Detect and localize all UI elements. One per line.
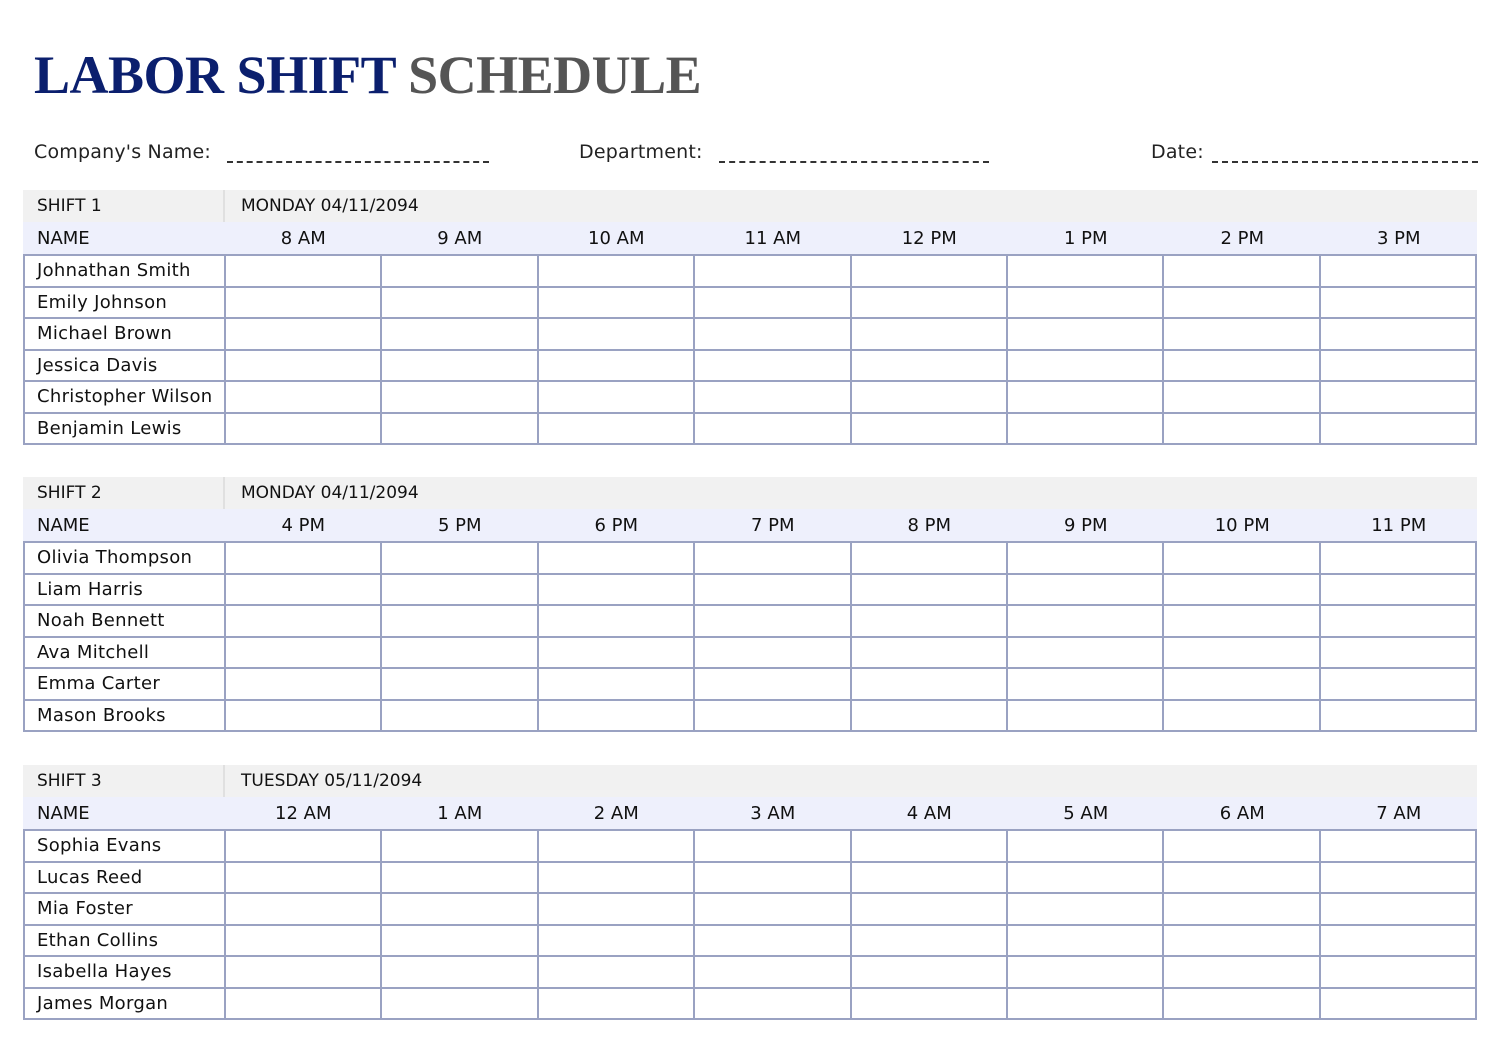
department-label: Department: [579,141,703,163]
schedule-cell[interactable] [1007,700,1163,732]
table-row [24,956,1476,988]
schedule-cell[interactable] [1007,255,1163,287]
schedule-cell[interactable] [694,381,850,413]
schedule-cell[interactable] [851,287,1007,319]
schedule-cell[interactable] [851,413,1007,445]
shift-band [23,765,1477,797]
table-row [24,381,1476,413]
schedule-cell[interactable] [851,700,1007,732]
hour-header: 8 PM [907,514,952,536]
schedule-cell[interactable] [225,988,381,1020]
schedule-cell[interactable] [1320,605,1476,637]
hour-header: 3 PM [1376,227,1421,249]
schedule-cell[interactable] [851,893,1007,925]
schedule-cell[interactable] [538,542,694,574]
schedule-cell[interactable] [1163,925,1319,957]
shift-1-section [23,190,1477,445]
schedule-cell[interactable] [851,255,1007,287]
schedule-cell[interactable] [381,350,537,382]
schedule-cell[interactable] [851,668,1007,700]
employee-name: James Morgan [24,988,225,1020]
schedule-cell[interactable] [381,574,537,606]
hours-header [23,222,1477,254]
schedule-cell[interactable] [225,700,381,732]
name-column-header: NAME [37,802,90,824]
shift-3-section [23,765,1477,1020]
schedule-cell[interactable] [1007,925,1163,957]
schedule-cell[interactable] [1320,542,1476,574]
schedule-cell[interactable] [381,862,537,894]
employee-name: Mia Foster [24,893,225,925]
schedule-cell[interactable] [538,925,694,957]
table-row [24,287,1476,319]
hour-header: 12 PM [901,227,957,249]
schedule-cell[interactable] [225,542,381,574]
schedule-cell[interactable] [538,255,694,287]
schedule-cell[interactable] [381,925,537,957]
employee-name: Liam Harris [24,574,225,606]
schedule-cell[interactable] [1007,637,1163,669]
schedule-cell[interactable] [538,668,694,700]
schedule-cell[interactable] [694,700,850,732]
schedule-cell[interactable] [1163,413,1319,445]
schedule-cell[interactable] [694,893,850,925]
hour-header: 4 PM [281,514,326,536]
schedule-cell[interactable] [851,862,1007,894]
schedule-cell[interactable] [381,637,537,669]
schedule-cell[interactable] [225,287,381,319]
schedule-cell[interactable] [851,637,1007,669]
schedule-cell[interactable] [1163,893,1319,925]
schedule-cell[interactable] [225,830,381,862]
schedule-cell[interactable] [1320,862,1476,894]
schedule-cell[interactable] [381,413,537,445]
hour-header: 1 AM [437,802,483,824]
title-primary: LABOR SHIFT [34,45,396,105]
company-name-field [34,133,489,163]
employee-name: Sophia Evans [24,830,225,862]
table-row [24,893,1476,925]
schedule-cell[interactable] [225,381,381,413]
schedule-cell[interactable] [1007,574,1163,606]
schedule-cell[interactable] [694,830,850,862]
table-row [24,988,1476,1020]
schedule-cell[interactable] [1007,350,1163,382]
title-secondary: SCHEDULE [408,45,702,105]
table-row [24,350,1476,382]
hour-header: 11 PM [1371,514,1427,536]
schedule-cell[interactable] [1163,574,1319,606]
schedule-cell[interactable] [1320,668,1476,700]
schedule-cell[interactable] [225,956,381,988]
table-row [24,668,1476,700]
table-row [24,318,1476,350]
schedule-cell[interactable] [1163,381,1319,413]
hour-header: 10 AM [588,227,645,249]
schedule-cell[interactable] [225,925,381,957]
schedule-cell[interactable] [694,542,850,574]
schedule-cell[interactable] [381,893,537,925]
schedule-cell[interactable] [1007,381,1163,413]
employee-name: Ava Mitchell [24,637,225,669]
schedule-cell[interactable] [1007,605,1163,637]
schedule-cell[interactable] [851,318,1007,350]
schedule-cell[interactable] [381,605,537,637]
employee-name: Olivia Thompson [24,542,225,574]
schedule-cell[interactable] [538,574,694,606]
table-row [24,830,1476,862]
hour-header: 3 AM [750,802,796,824]
hour-header: 9 PM [1063,514,1108,536]
schedule-cell[interactable] [1320,287,1476,319]
schedule-cell[interactable] [1320,925,1476,957]
table-row [24,255,1476,287]
schedule-cell[interactable] [851,350,1007,382]
schedule-cell[interactable] [381,668,537,700]
schedule-cell[interactable] [851,574,1007,606]
schedule-cell[interactable] [225,862,381,894]
hour-header: 7 AM [1376,802,1422,824]
date-label: Date: [1151,141,1204,163]
hours-header [23,509,1477,541]
employee-name: Jessica Davis [24,350,225,382]
schedule-cell[interactable] [1163,287,1319,319]
table-row [24,700,1476,732]
schedule-cell[interactable] [694,350,850,382]
schedule-cell[interactable] [1320,893,1476,925]
schedule-cell[interactable] [538,381,694,413]
schedule-cell[interactable] [538,637,694,669]
hours-header [23,797,1477,829]
schedule-cell[interactable] [538,862,694,894]
schedule-cell[interactable] [538,830,694,862]
shift-date: TUESDAY 05/11/2094 [241,771,423,791]
shift-label: SHIFT 2 [23,477,225,509]
department-field [579,133,989,163]
schedule-cell[interactable] [381,381,537,413]
schedule-cell[interactable] [225,413,381,445]
schedule-cell[interactable] [225,350,381,382]
schedule-cell[interactable] [381,988,537,1020]
schedule-cell[interactable] [851,381,1007,413]
schedule-cell[interactable] [1163,956,1319,988]
schedule-cell[interactable] [694,668,850,700]
schedule-cell[interactable] [381,830,537,862]
hour-header: 11 AM [744,227,801,249]
schedule-cell[interactable] [1163,988,1319,1020]
schedule-cell[interactable] [538,700,694,732]
date-field [1151,133,1478,163]
table-row [24,925,1476,957]
schedule-cell[interactable] [1320,830,1476,862]
schedule-grid [23,829,1477,1020]
schedule-cell[interactable] [1320,574,1476,606]
schedule-cell[interactable] [1320,350,1476,382]
hour-header: 5 AM [1063,802,1109,824]
name-column-header: NAME [37,227,90,249]
table-row [24,413,1476,445]
schedule-cell[interactable] [1320,381,1476,413]
hour-header: 10 PM [1214,514,1270,536]
schedule-cell[interactable] [1007,413,1163,445]
schedule-cell[interactable] [1007,956,1163,988]
schedule-cell[interactable] [225,574,381,606]
schedule-grid [23,541,1477,732]
schedule-cell[interactable] [1163,255,1319,287]
employee-name: Isabella Hayes [24,956,225,988]
table-row [24,542,1476,574]
schedule-cell[interactable] [694,637,850,669]
hour-header: 1 PM [1063,227,1108,249]
schedule-cell[interactable] [694,287,850,319]
employee-name: Noah Bennett [24,605,225,637]
schedule-cell[interactable] [538,988,694,1020]
schedule-cell[interactable] [538,318,694,350]
employee-name: Benjamin Lewis [24,413,225,445]
schedule-cell[interactable] [381,956,537,988]
hour-header: 2 AM [593,802,639,824]
name-column-header: NAME [37,514,90,536]
table-row [24,605,1476,637]
schedule-cell[interactable] [1007,287,1163,319]
employee-name: Lucas Reed [24,862,225,894]
schedule-cell[interactable] [851,605,1007,637]
shift-band [23,477,1477,509]
schedule-cell[interactable] [381,318,537,350]
schedule-cell[interactable] [1007,542,1163,574]
schedule-cell[interactable] [1007,318,1163,350]
employee-name: Emily Johnson [24,287,225,319]
schedule-cell[interactable] [694,318,850,350]
shift-band [23,190,1477,222]
schedule-cell[interactable] [381,287,537,319]
employee-name: Christopher Wilson [24,381,225,413]
schedule-cell[interactable] [1320,637,1476,669]
hour-header: 6 PM [594,514,639,536]
schedule-cell[interactable] [1163,830,1319,862]
schedule-cell[interactable] [381,255,537,287]
employee-name: Emma Carter [24,668,225,700]
schedule-cell[interactable] [225,255,381,287]
schedule-cell[interactable] [1007,668,1163,700]
hour-header: 9 AM [437,227,483,249]
company-name-label: Company's Name: [34,141,212,163]
schedule-cell[interactable] [225,605,381,637]
shift-date: MONDAY 04/11/2094 [241,483,419,503]
hour-header: 5 PM [437,514,482,536]
shift-date: MONDAY 04/11/2094 [241,196,419,216]
schedule-cell[interactable] [1320,413,1476,445]
schedule-cell[interactable] [225,318,381,350]
schedule-cell[interactable] [694,956,850,988]
schedule-cell[interactable] [538,956,694,988]
schedule-cell[interactable] [694,413,850,445]
schedule-cell[interactable] [1163,700,1319,732]
schedule-cell[interactable] [1320,956,1476,988]
schedule-cell[interactable] [381,542,537,574]
hour-header: 7 PM [750,514,795,536]
hour-header: 12 AM [275,802,332,824]
schedule-cell[interactable] [1320,700,1476,732]
schedule-cell[interactable] [694,605,850,637]
table-row [24,637,1476,669]
schedule-cell[interactable] [1007,988,1163,1020]
employee-name: Michael Brown [24,318,225,350]
schedule-cell[interactable] [1320,255,1476,287]
hour-header: 4 AM [906,802,952,824]
schedule-cell[interactable] [694,862,850,894]
hour-header: 8 AM [280,227,326,249]
employee-name: Johnathan Smith [24,255,225,287]
schedule-cell[interactable] [538,605,694,637]
hour-header: 2 PM [1220,227,1265,249]
schedule-cell[interactable] [851,956,1007,988]
table-row [24,574,1476,606]
schedule-cell[interactable] [225,668,381,700]
schedule-cell[interactable] [1163,862,1319,894]
schedule-cell[interactable] [694,574,850,606]
employee-name: Mason Brooks [24,700,225,732]
schedule-cell[interactable] [851,988,1007,1020]
shift-2-section [23,477,1477,732]
schedule-cell[interactable] [1007,830,1163,862]
date-input[interactable] [1212,141,1478,163]
hour-header: 6 AM [1219,802,1265,824]
schedule-cell[interactable] [1320,318,1476,350]
schedule-cell[interactable] [225,893,381,925]
table-row [24,862,1476,894]
schedule-cell[interactable] [1163,605,1319,637]
schedule-cell[interactable] [1007,862,1163,894]
page-title [34,40,701,110]
schedule-cell[interactable] [1320,988,1476,1020]
schedule-cell[interactable] [538,413,694,445]
company-name-input[interactable] [227,141,489,163]
schedule-cell[interactable] [538,287,694,319]
schedule-cell[interactable] [1163,350,1319,382]
schedule-cell[interactable] [538,350,694,382]
employee-name: Ethan Collins [24,925,225,957]
department-input[interactable] [719,141,989,163]
schedule-cell[interactable] [694,925,850,957]
schedule-cell[interactable] [851,925,1007,957]
schedule-grid [23,254,1477,445]
schedule-cell[interactable] [381,700,537,732]
schedule-cell[interactable] [694,988,850,1020]
schedule-cell[interactable] [851,542,1007,574]
schedule-cell[interactable] [225,637,381,669]
schedule-cell[interactable] [694,255,850,287]
schedule-cell[interactable] [538,893,694,925]
schedule-cell[interactable] [1163,318,1319,350]
schedule-cell[interactable] [1163,668,1319,700]
shift-label: SHIFT 3 [23,765,225,797]
schedule-cell[interactable] [1163,637,1319,669]
schedule-cell[interactable] [1163,542,1319,574]
schedule-cell[interactable] [1007,893,1163,925]
shift-label: SHIFT 1 [23,190,225,222]
schedule-cell[interactable] [851,830,1007,862]
